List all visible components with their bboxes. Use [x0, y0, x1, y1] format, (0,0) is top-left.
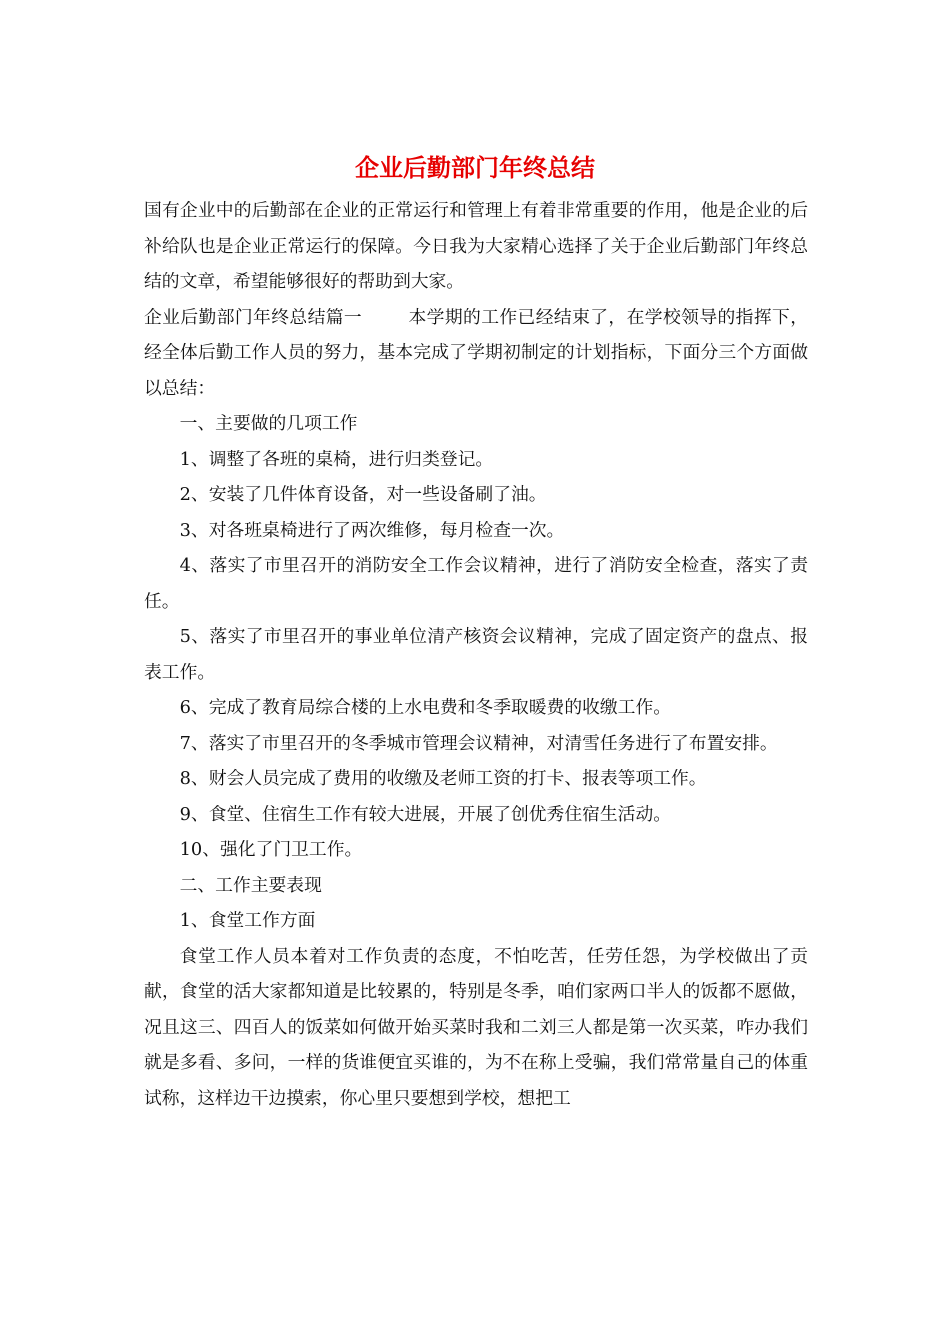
- heading-main-work: 一、主要做的几项工作: [179, 413, 358, 434]
- work-item-10: 10、强化了门卫工作。: [179, 839, 363, 860]
- work-item-8: 8、财会人员完成了费用的收缴及老师工资的打卡、报表等项工作。: [179, 768, 707, 789]
- document-title: 企业后勤部门年终总结: [355, 154, 595, 182]
- section-opening-paragraph: [144, 300, 808, 407]
- work-item-4: 4、落实了市里召开的消防安全工作会议精神，进行了消防安全检查，落实了责任。: [144, 555, 808, 612]
- intro-paragraph: 国有企业中的后勤部在企业的正常运行和管理上有着非常重要的作用，他是企业的后补给队也是企业正常运行的保障。今日我为大家精心选择了关于企业后勤部门年终总结的文章，希望能够很好的帮助到大家。: [144, 200, 808, 292]
- section-label: 企业后勤部门年终总结篇一: [144, 306, 363, 328]
- work-item-2: 2、安装了几件体育设备，对一些设备刷了油。: [179, 484, 547, 505]
- work-item-6: 6、完成了教育局综合楼的上水电费和冬季取暖费的收缴工作。: [179, 697, 672, 718]
- work-item-1: 1、调整了各班的桌椅，进行归类登记。: [179, 448, 494, 470]
- section-opening-text: 本学期的工作已经结束了，在学校领导的指挥下，经全体后勤工作人员的努力，基本完成了学期初制定的计划指标，下面分三个方面做以总结：: [144, 306, 808, 399]
- work-item-7: 7、落实了市里召开的冬季城市管理会议精神，对清雪任务进行了布置安排。: [179, 732, 778, 754]
- canteen-paragraph: 食堂工作人员本着对工作负责的态度，不怕吃苦，任劳任怨，为学校做出了贡献，食堂的活大家都知道是比较累的，特别是冬季，咱们家两口半人的饭都不愿做，况且这三、四百人的饭菜如何做开始买菜时我和二刘三人都是第一次买菜，咋办我们就是多看、多问，一样的货谁便宜买谁的，为不在称上受骗，我们常常量自己的体重试称，这样边干边摸索，你心里只要想到学校，想把工: [144, 945, 808, 1109]
- subheading-canteen: 1、食堂工作方面: [179, 910, 316, 931]
- work-item-9: 9、食堂、住宿生工作有较大进展，开展了创优秀住宿生活动。: [179, 803, 672, 825]
- heading-performance: 二、工作主要表现: [179, 874, 322, 896]
- document-body: [144, 193, 808, 1116]
- work-item-5: 5、落实了市里召开的事业单位清产核资会议精神，完成了固定资产的盘点、报表工作。: [144, 626, 808, 683]
- work-item-3: 3、对各班桌椅进行了两次维修，每月检查一次。: [179, 519, 565, 541]
